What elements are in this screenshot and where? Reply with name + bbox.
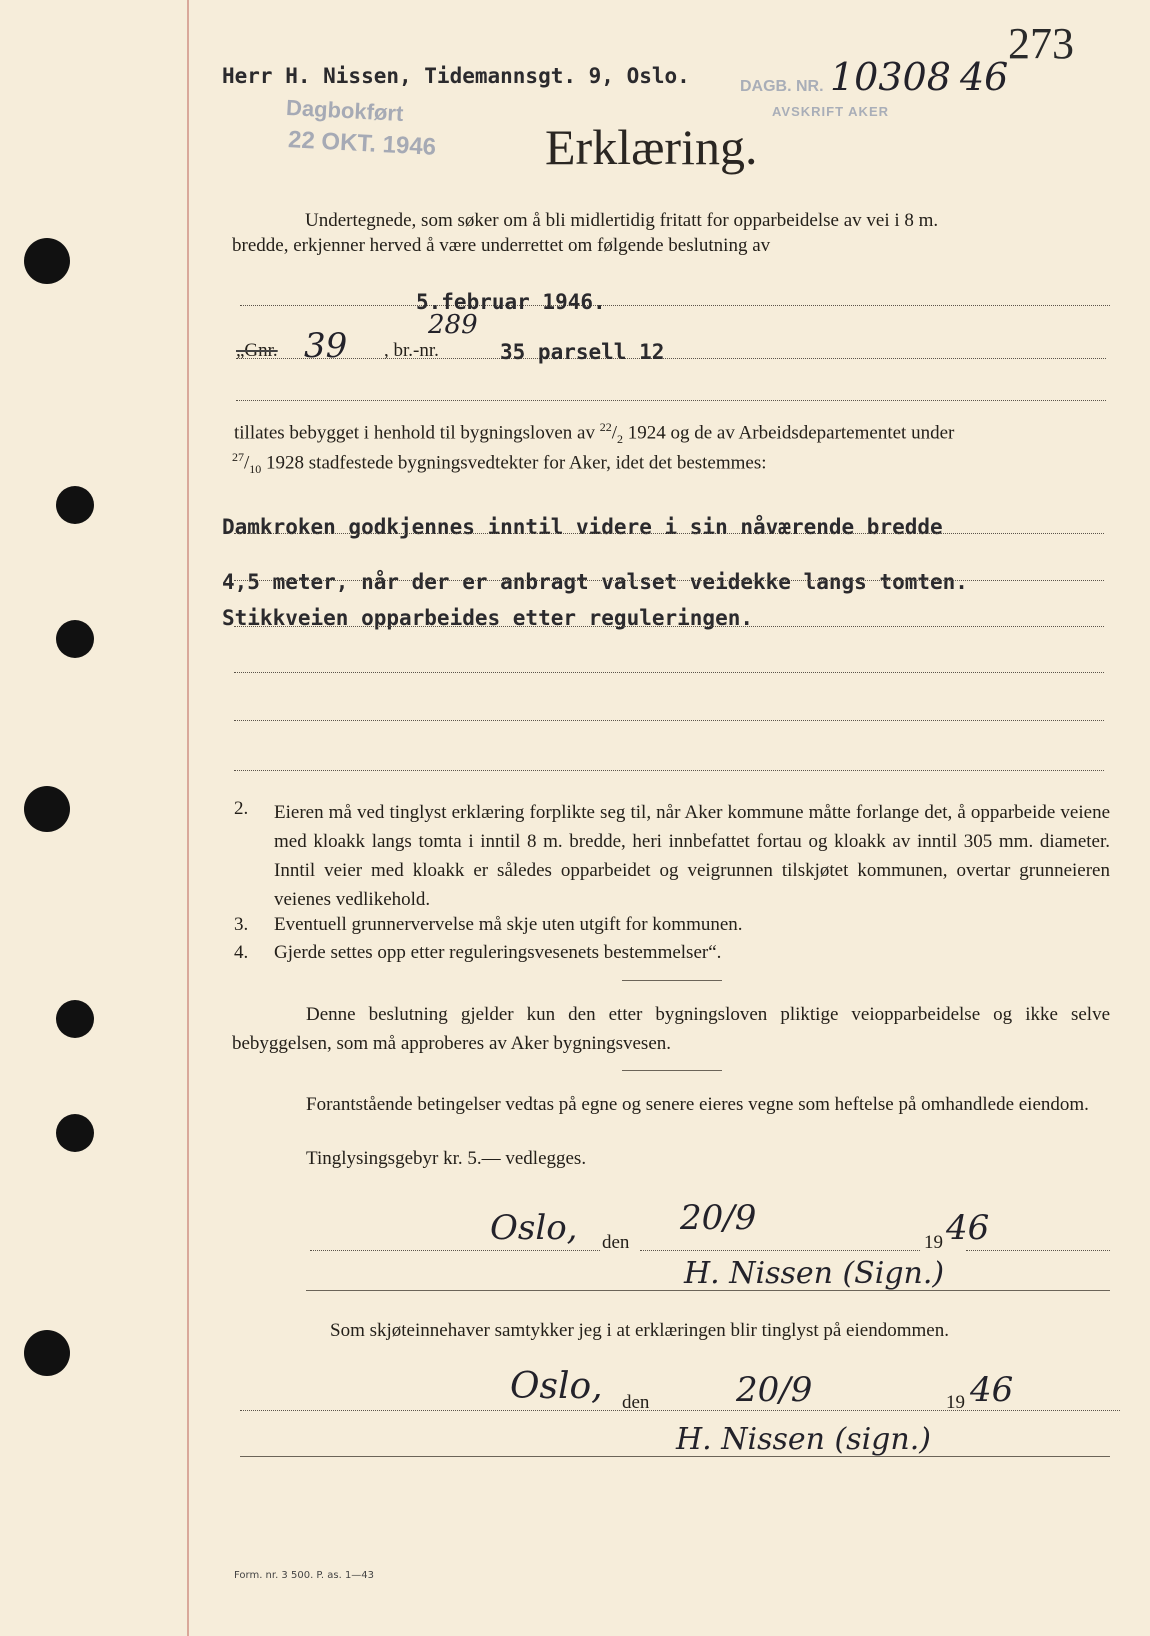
- signature-dotted-line: [640, 1250, 920, 1251]
- den-label-2: den: [622, 1392, 650, 1413]
- date-2: 20/9: [736, 1370, 813, 1410]
- register-stamp-label: DAGB. NR.: [740, 78, 824, 95]
- brnr-typed: 35 parsell 12: [500, 340, 665, 364]
- date-1: 20/9: [680, 1198, 757, 1238]
- intro-line-1: Undertegnede, som søker om å bli midlertidig fritatt for opparbeidelse av vei i 8 m.: [305, 210, 939, 231]
- punch-hole: [24, 786, 70, 832]
- punch-hole: [56, 1000, 94, 1038]
- den-label-1: den: [602, 1232, 630, 1253]
- dotted-line: [234, 720, 1104, 721]
- permission-line-1: tillates bebygget i henhold til bygningsloven av $^{22}/_2$ 1924 og de av Arbeidsdepartementet under: [234, 420, 955, 447]
- dotted-line: [236, 358, 1106, 359]
- dotted-line: [240, 305, 1110, 306]
- signature-2: H. Nissen (sign.): [676, 1422, 931, 1457]
- register-year: 46: [960, 55, 1009, 99]
- place-2: Oslo,: [510, 1366, 603, 1407]
- signature-dotted-line: [966, 1250, 1110, 1251]
- item-2-number: 2.: [234, 798, 249, 819]
- dagbokfort-stamp: Dagbokført: [285, 94, 404, 127]
- intro-line-2: bredde, erkjenner herved å være underrettet om følgende beslutning av: [232, 235, 771, 256]
- consent-line: Som skjøteinnehaver samtykker jeg i at erklæringen blir tinglyst på eiendommen.: [330, 1320, 949, 1341]
- signature-dotted-line: [310, 1250, 600, 1251]
- dagbokfort-date-stamp: 22 OKT. 1946: [287, 126, 437, 161]
- decision-date: 5.februar 1946.: [416, 290, 606, 314]
- dotted-line: [234, 770, 1104, 771]
- page-number: 273: [1008, 19, 1074, 68]
- item-4-text: Gjerde settes opp etter reguleringsvesenets bestemmelser“.: [274, 942, 722, 963]
- place-1: Oslo,: [490, 1208, 578, 1248]
- page-title: Erklæring.: [545, 119, 758, 175]
- scope-paragraph: Denne beslutning gjelder kun den etter bygningsloven pliktige veiopparbeidelse og ikke selve bebyggelsen, som må approberes av Aker bygningsvesen.: [232, 1004, 1110, 1054]
- year-suffix-2: 46: [970, 1370, 1014, 1410]
- punch-hole: [56, 620, 94, 658]
- register-number: 10308: [830, 55, 951, 99]
- section-divider: [622, 980, 722, 981]
- punch-hole: [24, 238, 70, 284]
- gnr-label: „Gnr.: [236, 340, 278, 361]
- punch-hole: [56, 1114, 94, 1152]
- signature-dotted-line: [240, 1410, 1120, 1411]
- signature-line: [240, 1456, 1110, 1457]
- brnr-handwritten: 289: [428, 310, 478, 340]
- punch-hole: [56, 486, 94, 524]
- condition-line-1: Damkroken godkjennes inntil videre i sin nåværende bredde: [222, 515, 943, 539]
- item-3-number: 3.: [234, 914, 249, 935]
- item-4-number: 4.: [234, 942, 249, 963]
- form-number: Form. nr. 3 500. P. as. 1—43: [234, 1570, 375, 1581]
- avskrift-stamp: AVSKRIFT AKER: [772, 104, 889, 119]
- section-divider: [622, 1070, 722, 1071]
- year-prefix-2: 19: [946, 1392, 965, 1413]
- year-prefix-1: 19: [924, 1232, 943, 1253]
- condition-line-2: 4,5 meter, når der er anbragt valset veidekke langs tomten.: [222, 570, 968, 594]
- punch-hole: [24, 1330, 70, 1376]
- dotted-line: [234, 672, 1104, 673]
- conditions-paragraph: Forantstående betingelser vedtas på egne og senere eieres vegne som heftelse på omhandlede eiendom.: [306, 1094, 1089, 1115]
- permission-line-2: $^{27}/_{10}$ 1928 stadfestede bygningsvedtekter for Aker, idet det bestemmes:: [232, 450, 767, 477]
- item-2-text: Eieren må ved tinglyst erklæring forplikte seg til, når Aker kommune måtte forlange det, å opparbeide veiene med kloakk langs tomta i inntil 8 m. bredde, heri innbefattet fortau og kloakk av inntil 305 mm. diameter. Inntil veier med kloakk er således opparbeidet og veigrunnen tilskjøtet kommunen, overtar grunneieren veienes vedlikehold.: [274, 802, 1110, 910]
- gnr-value: 39: [304, 326, 348, 366]
- dotted-line: [234, 580, 1104, 581]
- item-3-text: Eventuell grunnervervelse må skje uten utgift for kommunen.: [274, 914, 743, 935]
- dotted-line: [236, 400, 1106, 401]
- margin-rule: [187, 0, 189, 1636]
- signature-1: H. Nissen (Sign.): [684, 1256, 945, 1291]
- dotted-line: [234, 626, 1104, 627]
- dotted-line: [234, 533, 1104, 534]
- brnr-label: , br.-nr.: [384, 340, 439, 361]
- year-suffix-1: 46: [946, 1208, 990, 1248]
- condition-line-3: Stikkveien opparbeides etter reguleringen.: [222, 606, 754, 630]
- fee-line: Tinglysingsgebyr kr. 5.— vedlegges.: [306, 1148, 587, 1169]
- recipient-line: Herr H. Nissen, Tidemannsgt. 9, Oslo.: [222, 64, 690, 88]
